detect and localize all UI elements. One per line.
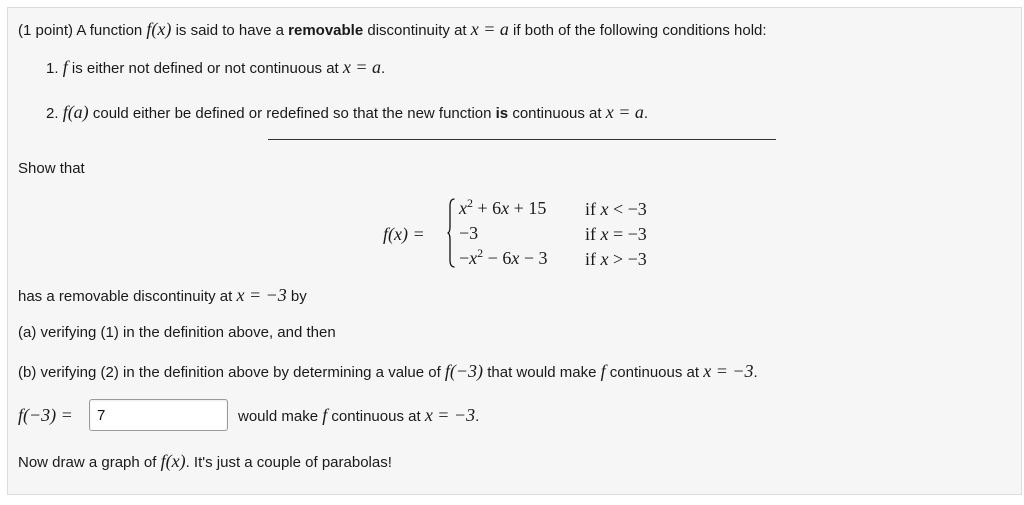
intro-rest: discontinuity at bbox=[363, 22, 471, 39]
cond2-bold: is bbox=[495, 105, 509, 122]
divider-rule bbox=[268, 139, 776, 140]
intro-at: x = a bbox=[470, 19, 509, 39]
part-b-end: . bbox=[753, 364, 758, 381]
piecewise-cond-3: if x > −3 bbox=[585, 249, 647, 269]
cond1-num: 1. bbox=[46, 60, 63, 77]
piecewise-cond-1: if x < −3 bbox=[585, 199, 647, 219]
cond2-at: x = a bbox=[605, 102, 644, 122]
intro-prefix: (1 point) A function bbox=[18, 22, 147, 39]
part-b-text2: that would make bbox=[483, 364, 601, 381]
graph-line bbox=[18, 452, 392, 472]
cond2-text2: continuous at bbox=[508, 105, 606, 122]
cond1-end: . bbox=[381, 60, 386, 77]
intro-line bbox=[18, 20, 767, 40]
intro-mid: is said to have a bbox=[171, 22, 289, 39]
removable-text: has a removable discontinuity at bbox=[18, 288, 237, 305]
condition-2 bbox=[46, 103, 648, 123]
piecewise-lhs: f(x) = bbox=[383, 224, 425, 244]
answer-input[interactable] bbox=[89, 399, 228, 431]
part-b-text: (b) verifying (2) in the definition above by determining a value of bbox=[18, 364, 445, 381]
graph-end: . It's just a couple of parabolas! bbox=[185, 454, 392, 471]
answer-lhs: f(−3) = bbox=[18, 405, 73, 425]
part-b-at: x = −3 bbox=[703, 361, 754, 381]
cond1-text: is either not defined or not continuous at bbox=[67, 60, 343, 77]
part-b-f3: f(−3) bbox=[444, 361, 484, 381]
condition-1 bbox=[46, 58, 385, 78]
piecewise-brace bbox=[447, 198, 455, 268]
answer-trailing bbox=[238, 406, 479, 426]
cond2-num: 2. bbox=[46, 105, 63, 122]
intro-bold: removable bbox=[288, 22, 364, 39]
cond1-at: x = a bbox=[342, 57, 382, 77]
answer-f: f bbox=[322, 405, 328, 425]
removable-line bbox=[18, 286, 307, 306]
answer-at: x = −3 bbox=[424, 405, 476, 425]
cond2-fa: f(a) bbox=[62, 102, 89, 122]
answer-end: . bbox=[475, 408, 480, 425]
piecewise-expr-2: −3 bbox=[459, 223, 479, 243]
piecewise-expr-1: $x^2 + 6x + 15$ bbox=[459, 196, 547, 218]
cond1-f: f bbox=[62, 57, 68, 77]
part-b-f: f bbox=[600, 361, 606, 381]
graph-fx: f(x) bbox=[160, 451, 186, 471]
part-a: (a) verifying (1) in the definition above, and then bbox=[18, 324, 336, 341]
piecewise-cond-2: if x = −3 bbox=[585, 224, 647, 244]
removable-at: x = −3 bbox=[236, 285, 287, 305]
cond2-end: . bbox=[643, 105, 649, 122]
graph-text: Now draw a graph of bbox=[18, 454, 161, 471]
show-that-label: Show that bbox=[18, 160, 85, 177]
removable-end: by bbox=[286, 288, 307, 305]
part-b-text3: continuous at bbox=[605, 364, 704, 381]
answer-text: would make bbox=[238, 408, 323, 425]
part-b bbox=[18, 362, 758, 382]
answer-text2: continuous at bbox=[327, 408, 425, 425]
intro-suffix: if both of the following conditions hold: bbox=[508, 22, 767, 39]
intro-fx: f(x) bbox=[146, 19, 172, 39]
cond2-text: could either be defined or redefined so that the new function bbox=[88, 105, 496, 122]
piecewise-expr-3: $-x^2 - 6x - 3$ bbox=[459, 246, 548, 268]
